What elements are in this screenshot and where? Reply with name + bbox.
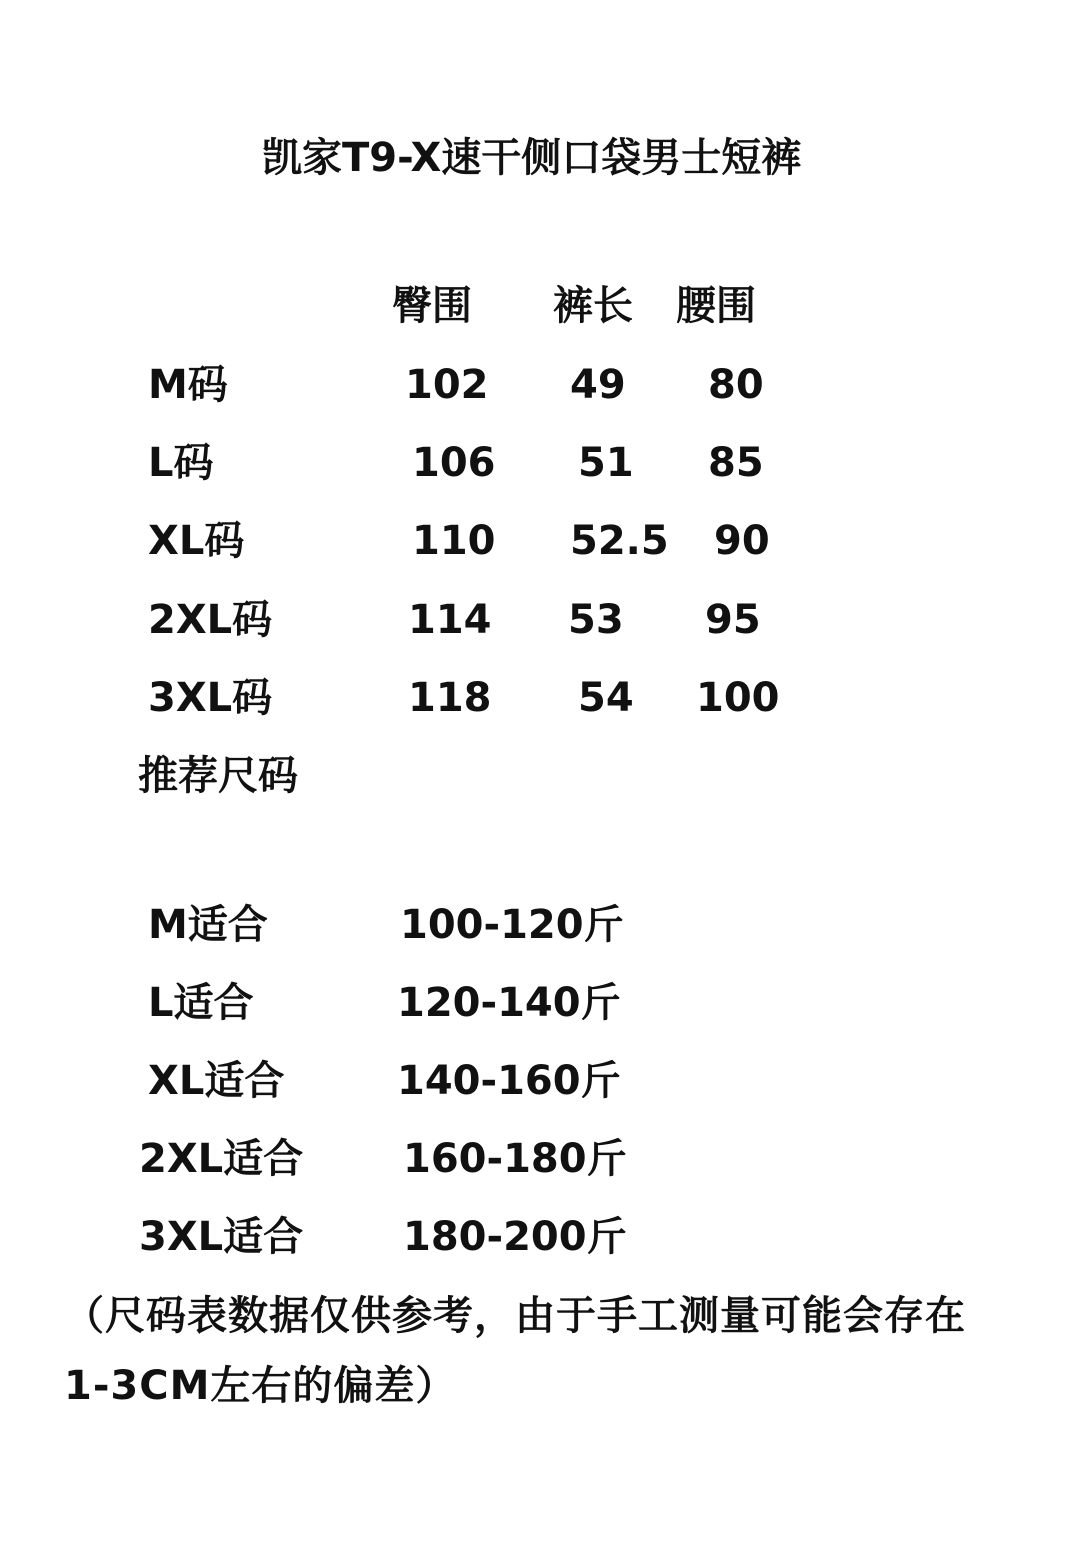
table-row-length: 52.5 bbox=[570, 518, 669, 564]
recommend-range: 180-200斤 bbox=[403, 1214, 627, 1260]
header-length: 裤长 bbox=[553, 283, 633, 329]
header-waist: 腰围 bbox=[676, 283, 756, 329]
table-row-waist: 85 bbox=[708, 440, 764, 486]
table-row-waist: 80 bbox=[708, 362, 764, 408]
header-hip: 臀围 bbox=[392, 283, 472, 329]
recommend-label: 2XL适合 bbox=[139, 1136, 304, 1182]
table-row-hip: 114 bbox=[408, 597, 492, 643]
recommend-label: L适合 bbox=[148, 980, 254, 1026]
table-row-hip: 110 bbox=[412, 518, 496, 564]
table-row-size: 3XL码 bbox=[148, 675, 273, 721]
table-row-size: 2XL码 bbox=[148, 597, 273, 643]
recommend-label: M适合 bbox=[148, 902, 268, 948]
table-row-length: 53 bbox=[568, 597, 624, 643]
table-row-hip: 106 bbox=[412, 440, 496, 486]
recommend-label: 3XL适合 bbox=[139, 1214, 304, 1260]
recommend-range: 140-160斤 bbox=[397, 1058, 621, 1104]
recommend-label: XL适合 bbox=[148, 1058, 285, 1104]
recommend-range: 160-180斤 bbox=[403, 1136, 627, 1182]
table-row-length: 54 bbox=[578, 675, 634, 721]
table-row-size: XL码 bbox=[148, 518, 245, 564]
table-row-hip: 118 bbox=[408, 675, 492, 721]
table-row-length: 51 bbox=[578, 440, 634, 486]
table-row-waist: 95 bbox=[705, 597, 761, 643]
table-row-waist: 100 bbox=[696, 675, 780, 721]
disclaimer-line-1: （尺码表数据仅供参考，由于手工测量可能会存在 bbox=[64, 1293, 966, 1339]
recommend-range: 120-140斤 bbox=[397, 980, 621, 1026]
table-row-size: L码 bbox=[148, 440, 214, 486]
table-row-size: M码 bbox=[148, 362, 228, 408]
recommend-heading: 推荐尺码 bbox=[138, 753, 298, 799]
page-title: 凯家T9-X速干侧口袋男士短裤 bbox=[262, 135, 802, 181]
table-row-waist: 90 bbox=[714, 518, 770, 564]
table-row-hip: 102 bbox=[405, 362, 489, 408]
disclaimer-line-2: 1-3CM左右的偏差） bbox=[64, 1363, 457, 1409]
recommend-range: 100-120斤 bbox=[400, 902, 624, 948]
table-row-length: 49 bbox=[570, 362, 626, 408]
